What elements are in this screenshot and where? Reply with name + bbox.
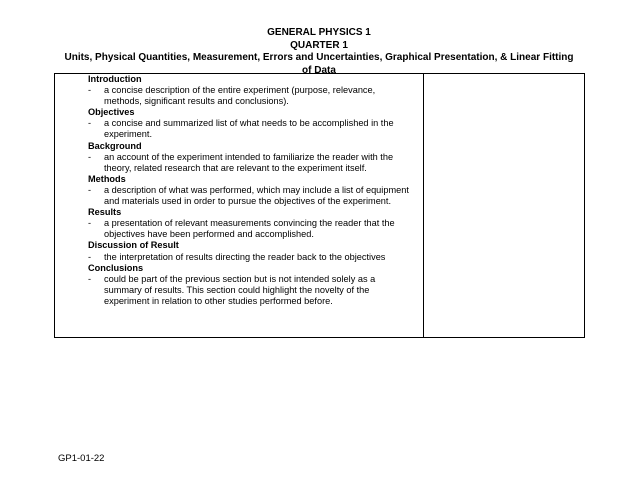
bullet-marker: - [88, 251, 92, 262]
section-heading: Background [88, 140, 142, 151]
document-subtitle: Units, Physical Quantities, Measurement, Errors and Uncertainties, Graphical Presentation, & Linear Fitting of Data [64, 52, 574, 76]
section-description [88, 152, 414, 174]
section-description [88, 252, 414, 263]
bullet-marker: - [88, 273, 92, 284]
quarter-label: QUARTER 1 [290, 39, 348, 51]
bullet-marker: - [88, 151, 92, 162]
bullet-marker: - [88, 85, 92, 96]
section-background [88, 141, 414, 174]
report-outline-table [54, 73, 585, 338]
bullet-marker: - [88, 218, 92, 229]
document-title: GENERAL PHYSICS 1 [267, 27, 371, 38]
section-description-text: a presentation of relevant measurements convincing the reader that the objectives have been performed and accomplished. [104, 218, 395, 240]
section-description [88, 274, 414, 307]
section-description [88, 218, 414, 240]
section-list [88, 74, 414, 307]
section-description-text: a description of what was performed, which may include a list of equipment and materials used in order to pursue the objectives of the experiment. [104, 184, 409, 207]
section-heading: Conclusions [88, 262, 144, 273]
section-description-text: could be part of the previous section but is not intended solely as a summary of results. This section could highlight the novelty of the experiment in relation to other studies performed before. [104, 273, 376, 306]
section-description [88, 85, 414, 107]
section-methods [88, 174, 414, 207]
section-description-text: a concise and summarized list of what needs to be accomplished in the experiment. [104, 118, 394, 140]
column-divider [423, 74, 424, 337]
section-description [88, 118, 414, 140]
section-description-text: a concise description of the entire experiment (purpose, relevance, methods, significant results and conclusions). [104, 85, 376, 107]
section-description-text: the interpretation of results directing the reader back to the objectives [104, 251, 386, 262]
section-heading: Introduction [88, 74, 142, 84]
section-discussion [88, 240, 414, 262]
section-results [88, 207, 414, 240]
section-description [88, 185, 414, 207]
bullet-marker: - [88, 184, 92, 195]
section-description-text: an account of the experiment intended to familiarize the reader with the theory, related research that are relevant to the experiment itself. [104, 151, 394, 173]
document-header [0, 27, 638, 77]
section-objectives [88, 107, 414, 140]
section-heading: Discussion of Result [88, 240, 179, 251]
section-conclusions [88, 263, 414, 307]
section-heading: Objectives [88, 107, 135, 118]
section-introduction [88, 74, 414, 107]
section-heading: Results [88, 207, 122, 218]
page-footer-code: GP1-01-22 [58, 453, 105, 464]
bullet-marker: - [88, 118, 92, 129]
section-heading: Methods [88, 173, 126, 184]
